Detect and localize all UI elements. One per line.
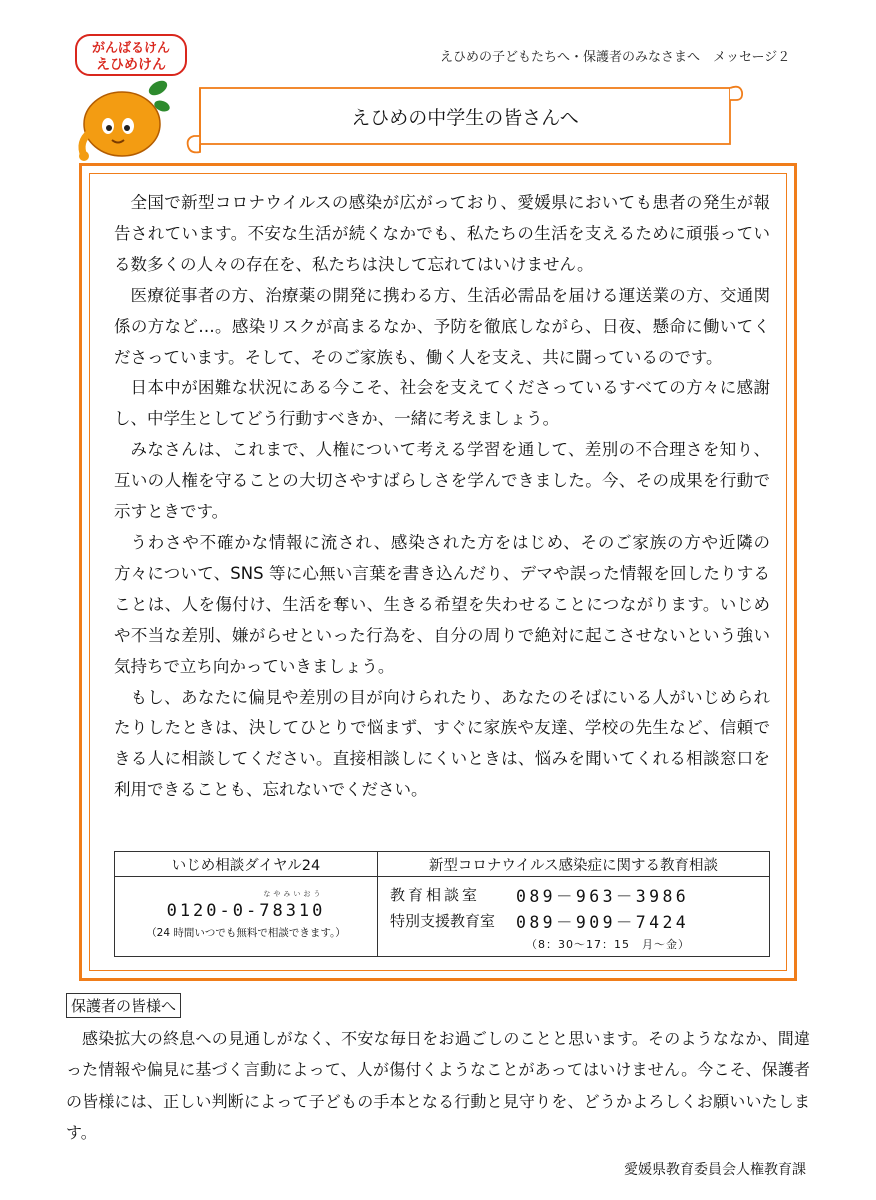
consult-row xyxy=(390,882,769,908)
hotline-note: （24 時間いつでも無料で相談できます。） xyxy=(146,927,346,939)
special-support-label: 特別支援教育室 xyxy=(390,912,496,930)
svg-text:がんばるけん: がんばるけん xyxy=(91,41,171,56)
hotline-number[interactable]: 0120-0-78310 xyxy=(166,901,326,921)
hotline xyxy=(166,890,326,921)
parents-heading: 保護者の皆様へ xyxy=(66,993,181,1018)
covid-consult-cell xyxy=(378,877,770,957)
special-support-phone[interactable]: 089－909－7424 xyxy=(516,912,690,932)
parents-message xyxy=(66,1023,810,1148)
svg-text:えひめけん: えひめけん xyxy=(96,57,166,73)
page-title: えひめの中学生の皆さんへ xyxy=(351,106,579,129)
office-hours: （8：30～17：15 月～金） xyxy=(526,937,690,951)
paragraph: みなさんは、これまで、人権について考える学習を通して、差別の不合理さを知り、互いの人権を守ることの大切さやすばらしさを学んできました。今、その成果を行動で示すときです。 xyxy=(114,440,770,522)
paragraph: 全国で新型コロナウイルスの感染が広がっており、愛媛県においても患者の発生が報告されています。不安な生活が続くなかでも、私たちの生活を支えるために頑張っている数多くの人々の存在を、私たちは決して忘れてはいけません。 xyxy=(114,193,770,274)
consult-office-label: 教育相談室 xyxy=(390,886,481,904)
paragraph: 日本中が困難な状況にある今こそ、社会を支えてくださっているすべての方々に感謝し、中学生としてどう行動すべきか、一緒に考えましょう。 xyxy=(114,378,770,429)
paragraph: 医療従事者の方、治療薬の開発に携わる方、生活必需品を届ける運送業の方、交通関係の方など…。感染リスクが高まるなか、予防を徹底しながら、日夜、懸命に働いてくださっています。そして、そのご家族も、働く人を支え、共に闘っているのです。 xyxy=(114,285,770,367)
paragraph: うわさや不確かな情報に流され、感染された方をはじめ、そのご家族の方や近隣の方々について、SNS 等に心無い言葉を書き込んだり、デマや誤った情報を回したりすることは、人を傷付け、生活を奪い、生きる希望を失わせることにつながります。いじめや不当な差別、嫌がらせといった行為を、自分の周りで絶対に起こさせないという強い気持ちで立ち向かっていきましょう。 xyxy=(114,532,770,676)
student-message xyxy=(114,188,770,806)
consult-office-phone[interactable]: 089－963－3986 xyxy=(516,886,690,906)
covid-consult-header: 新型コロナウイルス感染症に関する教育相談 xyxy=(378,852,770,877)
paragraph: もし、あなたに偏見や差別の目が向けられたり、あなたのそばにいる人がいじめられたりしたときは、決してひとりで悩まず、すぐに家族や友達、学校の先生など、信頼できる人に相談してください。直接相談しにくいときは、悩みを聞いてくれる相談窓口を利用できることも、忘れないでください。 xyxy=(114,687,770,800)
parents-paragraph: 感染拡大の終息への見通しがなく、不安な毎日をお過ごしのことと思います。そのようななか、間違った情報や偏見に基づく言動によって、人が傷付くようなことがあってはいけません。今こそ、保護者の皆様には、正しい判断によって子どもの手本となる行動と見守りを、どうかよろしくお願いいたします。 xyxy=(66,1029,810,1142)
series-header: えひめの子どもたちへ・保護者のみなさまへ メッセージ２ xyxy=(440,50,791,65)
consultation-table xyxy=(114,851,770,957)
signature: 愛媛県教育委員会人権教育課 xyxy=(624,1162,806,1178)
bullying-dial-cell xyxy=(115,877,378,957)
hotline-ruby: なやみいおう xyxy=(263,890,324,898)
bullying-dial-header: いじめ相談ダイヤル24 xyxy=(115,852,378,877)
consult-row xyxy=(390,908,769,934)
